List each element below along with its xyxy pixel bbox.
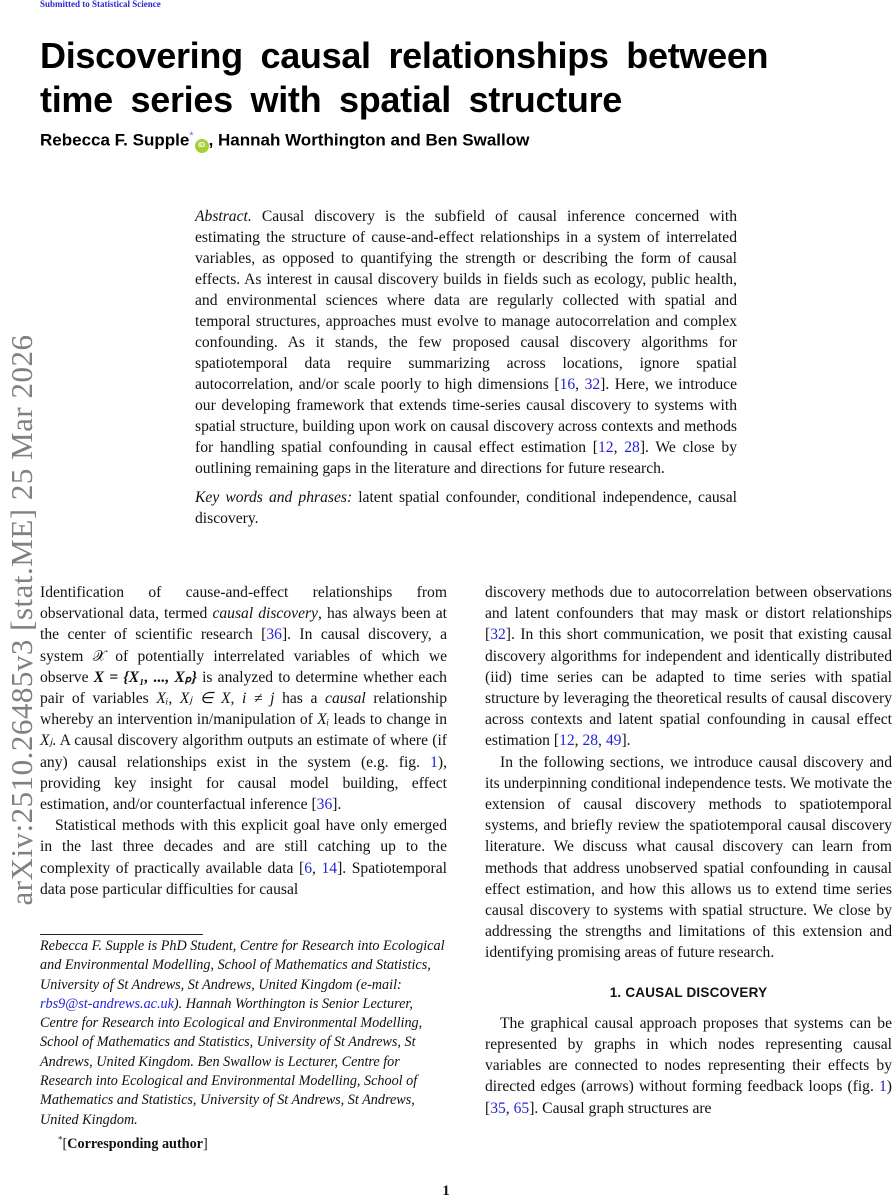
corresponding-mark: * bbox=[58, 1133, 63, 1144]
math-expression: Xᵢ bbox=[317, 711, 330, 729]
citation-link[interactable]: 49 bbox=[605, 732, 622, 750]
arxiv-stamp[interactable]: arXiv:2510.26485v3 [stat.ME] 25 Mar 2026 bbox=[4, 334, 39, 906]
citation-link[interactable]: 28 bbox=[582, 732, 599, 750]
orcid-icon[interactable]: iD bbox=[195, 139, 209, 153]
emphasis: causal bbox=[325, 690, 366, 708]
body-text: ]. bbox=[332, 796, 342, 814]
citation-link[interactable]: 12 bbox=[559, 732, 575, 750]
footnote-text: Rebecca F. Supple is PhD Student, Centre for Research into Ecological and Environmental Modelling, School of Mathematics and Statistics, University of St Andrews, St Andrews, United Kingdom (e-mail: bbox=[40, 938, 445, 993]
abstract-text: ]. Here, we introduce our developing framework that extends time-series causal discovery to systems with spatial structure, building upon work on causal discovery across contexts and methods for handling spatial confounding in causal effect estimation [ bbox=[195, 376, 738, 456]
body-text: discovery methods due to autocorrelation between observations and latent confounders that may mask or distort relationships [ bbox=[485, 584, 892, 644]
footnote-divider bbox=[40, 934, 203, 935]
running-head: Submitted to Statistical Science bbox=[40, 0, 161, 9]
body-text: , has always been at the center of scientific research [ bbox=[40, 605, 447, 644]
body-text: ]. In this short communication, we posit that existing causal discovery algorithms for independent and identically distributed (iid) time series can be adapted to time series with spatial structure by leveraging the theoretical results of causal discovery across contexts and latent spatial confounding in causal effect estimation [ bbox=[485, 626, 892, 750]
section-heading: 1. CAUSAL DISCOVERY bbox=[609, 984, 768, 1000]
coauthors: , Hannah Worthington and Ben Swallow bbox=[208, 130, 530, 150]
keywords: latent spatial confounder, conditional independence, causal discovery. bbox=[195, 489, 737, 527]
citation-link[interactable]: 6 bbox=[304, 859, 313, 877]
bracket: [ bbox=[62, 1135, 68, 1152]
abstract: Abstract. Causal discovery is the subfield of causal inference concerned with estimating the structure of cause-and-effect relationships in a system of interrelated variables, as opposed to quantifying the strength or describing the form of causal effects. As interest in causal discovery builds in fields such as ecology, public health, and environmental sciences where data are regularly collected with spatial and temporal structures, approaches must evolve to manage autocorrelation and complex confounding. As it stands, the few proposed causal discovery algorithms for spatiotemporal data require summarizing across locations, ignore spatial autocorrelation, and/or scale poorly to high dimensions [16, 32]. Here, we introduce our developing framework that extends time-series causal discovery to systems with spatial structure, building upon work on causal discovery across contexts and methods for handling spatial confounding in causal effect estimation [12, 28]. We close by outlining remaining gaps in the literature and directions for future research. Key words and phrases: latent spatial confounder, conditional independence, causal discovery. bbox=[195, 208, 738, 527]
left-column: Identification of cause-and-effect relationships from observational data, termed causal discovery, has always been at the center of scientific research [36]. In causal discovery, a system 𝒳 of potentially interrelated variables of which we observe X = {X₁, ..., Xₚ} is analyzed to determine whether each pair of variables Xᵢ, Xⱼ ∈ X, i ≠ j has a causal relationship whereby an intervention in/manipulation of Xᵢ leads to change in Xⱼ. A causal discovery algorithm outputs an estimate of where (if any) causal relationships exist in the system (e.g. fig. 1), providing key insight for causal model building, effect estimation, and/or counterfactual inference [36]. Statistical methods with this explicit goal have only emerged in the last three decades and are still catching up to the complexity of practically available data [6, 14]. Spatiotemporal data pose particular difficulties for causal bbox=[40, 584, 448, 898]
right-column: discovery methods due to autocorrelation between observations and latent confounders that may mask or distort relationships [32]. In this short communication, we posit that existing causal discovery algorithms for independent and identically distributed (iid) time series can be adapted to time series with spatial structure by leveraging the theoretical results of causal discovery across contexts and latent spatial confounding in causal effect estimation [12, 28, 49]. In the following sections, we introduce causal discovery and its underpinning conditional independence tests. We motivate the extension of causal discovery methods to spatiotemporal systems, and briefly review the spatiotemporal causal discovery literature. We discuss what causal discovery can learn from methods that address unobserved spatial confounding in causal effect estimation, and how this allows us to extend time series causal discovery to systems with spatial structure. We close by addressing the strengths and limitations of this extension and identifying promising areas of future research. 1. CAUSAL DISCOVERY The graphical causal approach proposes that systems can be represented by graphs in which nodes representing causal variables are connected to nodes representing their effects by directed edges (arrows) without forming feedback loops (fig. 1) [35, 65]. Causal graph structures are bbox=[485, 584, 892, 1117]
citation-link[interactable]: 32 bbox=[490, 626, 506, 644]
author-list bbox=[40, 130, 529, 153]
math-expression: Xᵢ, Xⱼ ∈ X, i ≠ j bbox=[156, 690, 275, 708]
citation-link[interactable]: 12 bbox=[597, 439, 614, 456]
email-link[interactable]: rbs9@st-andrews.ac.uk bbox=[40, 995, 174, 1012]
page-number: 1 bbox=[442, 1183, 450, 1199]
math-expression: X = {X₁, ..., Xₚ} bbox=[93, 668, 197, 686]
corresponding-author-note bbox=[58, 1133, 208, 1152]
paper-title: Discovering causal relationships between time series with spatial structure bbox=[40, 35, 769, 120]
citation-link[interactable]: 16 bbox=[559, 376, 576, 393]
body-text: has a bbox=[274, 690, 326, 708]
citation-link[interactable]: 36 bbox=[316, 796, 333, 814]
body-text: ) [ bbox=[485, 1078, 892, 1117]
keywords-label: Key words and phrases: bbox=[195, 489, 353, 506]
footnote-text: ). Hannah Worthington is Senior Lecturer, Centre for Research into Ecological and Environmental Modelling, School of Mathematics and Statistics, University of St Andrews, St Andrews, United Kingdom. Ben Swallow is Lecturer, Centre for Research into Ecological and Environmental Modelling, School of Mathematics and Statistics, University of St Andrews, St Andrews, United Kingdom. bbox=[40, 995, 423, 1128]
body-text: ]. In causal discovery, a system 𝒳 of potentially interrelated variables of which we observe bbox=[40, 626, 447, 686]
bracket: ] bbox=[202, 1135, 208, 1152]
author-footnote bbox=[40, 937, 445, 1154]
citation-link[interactable]: 65 bbox=[513, 1099, 530, 1117]
math-expression: Xⱼ bbox=[40, 732, 53, 750]
abstract-text: ]. We close by outlining remaining gaps in the literature and directions for future research. bbox=[195, 439, 738, 477]
figure-link[interactable]: 1 bbox=[879, 1078, 887, 1096]
citation-link[interactable]: 36 bbox=[266, 626, 282, 644]
body-paragraph: In the following sections, we introduce causal discovery and its underpinning conditional independence tests. We motivate the extension of causal discovery methods to spatiotemporal systems, and briefly review the spatiotemporal causal discovery literature. We discuss what causal discovery can learn from methods that address unobserved spatial confounding in causal effect estimation, and how this allows us to extend time series causal discovery to systems with spatial structure. We close by addressing the strengths and limitations of this extension and identifying promising areas of future research. bbox=[485, 753, 892, 962]
body-text: leads to change in bbox=[329, 711, 447, 729]
body-text: The graphical causal approach proposes that systems can be represented by graphs in which nodes representing causal variables are connected to nodes representing their effects by directed edges (arrows) without forming feedback loops (fig. bbox=[485, 1014, 892, 1096]
citation-link[interactable]: 14 bbox=[321, 859, 338, 877]
corresponding-label: Corresponding author bbox=[67, 1135, 203, 1152]
figure-link[interactable]: 1 bbox=[430, 753, 438, 771]
body-text: is analyzed to determine whether each pair of variables bbox=[40, 668, 447, 708]
emphasis: causal discovery bbox=[212, 605, 318, 623]
body-text: Statistical methods with this explicit goal have only emerged in the last three decades and are still catching up to the complexity of practically available data [ bbox=[40, 817, 447, 877]
body-text: Identification of cause-and-effect relationships from observational data, termed bbox=[40, 584, 447, 623]
body-text: ]. Spatiotemporal data pose particular difficulties for causal bbox=[40, 859, 448, 898]
author-name: Rebecca F. Supple bbox=[40, 130, 190, 150]
citation-link[interactable]: 28 bbox=[624, 439, 640, 456]
body-text: ), providing key insight for causal model building, effect estimation, and/or counterfactual inference [ bbox=[40, 753, 447, 814]
abstract-text: Causal discovery is the subfield of causal inference concerned with estimating the structure of cause-and-effect relationships in a system of interrelated variables, as opposed to quantifying the strength or describing the form of causal effects. As interest in causal discovery builds in fields such as ecology, public health, and environmental sciences where data are regularly collected with spatial and temporal structures, approaches must evolve to manage autocorrelation and complex confounding. As it stands, the few proposed causal discovery algorithms for spatiotemporal data require summarizing across locations, ignore spatial autocorrelation, and/or scale poorly to high dimensions [ bbox=[195, 208, 737, 393]
body-text: ]. bbox=[621, 732, 631, 750]
citation-link[interactable]: 35 bbox=[490, 1099, 506, 1117]
abstract-label: Abstract. bbox=[195, 208, 252, 225]
corresponding-mark[interactable]: * bbox=[189, 130, 194, 142]
body-text: ]. Causal graph structures are bbox=[529, 1099, 712, 1117]
body-text: . A causal discovery algorithm outputs an estimate of where (if any) causal relationships exist in the system (e.g. fig. bbox=[40, 732, 447, 771]
citation-link[interactable]: 32 bbox=[584, 376, 601, 393]
body-text: relationship whereby an intervention in/manipulation of bbox=[40, 690, 448, 729]
